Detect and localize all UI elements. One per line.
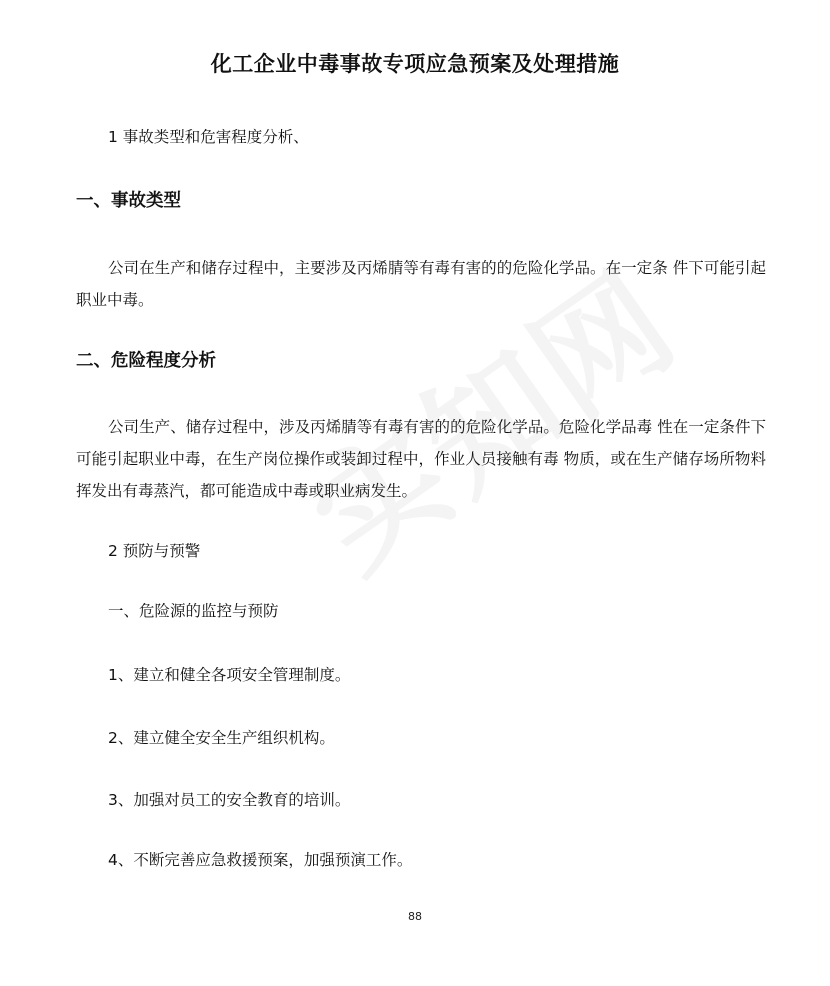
heading-accident-type: 一、事故类型	[76, 191, 181, 211]
paragraph-accident-type: 公司在生产和储存过程中，主要涉及丙烯腈等有毒有害的的危险化学品。在一定条 件下可能引起职业中毒。	[76, 259, 766, 309]
list-item: 2、建立健全安全生产组织机构。	[108, 729, 335, 747]
document-title: 化工企业中毒事故专项应急预案及处理措施	[210, 52, 620, 76]
subheading-hazard-monitoring: 一、危险源的监控与预防	[108, 602, 279, 620]
section-2-intro: 2 预防与预警	[108, 542, 201, 560]
list-item: 4、不断完善应急救援预案，加强预演工作。	[108, 851, 413, 869]
heading-danger-analysis: 二、危险程度分析	[76, 351, 216, 371]
list-item: 1、建立和健全各项安全管理制度。	[108, 666, 351, 684]
section-1-intro: 1 事故类型和危害程度分析、	[108, 128, 309, 146]
paragraph-danger-analysis: 公司生产、储存过程中，涉及丙烯腈等有毒有害的的危险化学品。危险化学品毒 性在一定条件下可能引起职业中毒，在生产岗位操作或装卸过程中，作业人员接触有毒 物质，或在生产储存场所物料挥发出有毒蒸汽，都可能造成中毒或职业病发生。	[76, 418, 766, 500]
page-number: 88	[408, 910, 422, 923]
list-item: 3、加强对员工的安全教育的培训。	[108, 791, 351, 809]
